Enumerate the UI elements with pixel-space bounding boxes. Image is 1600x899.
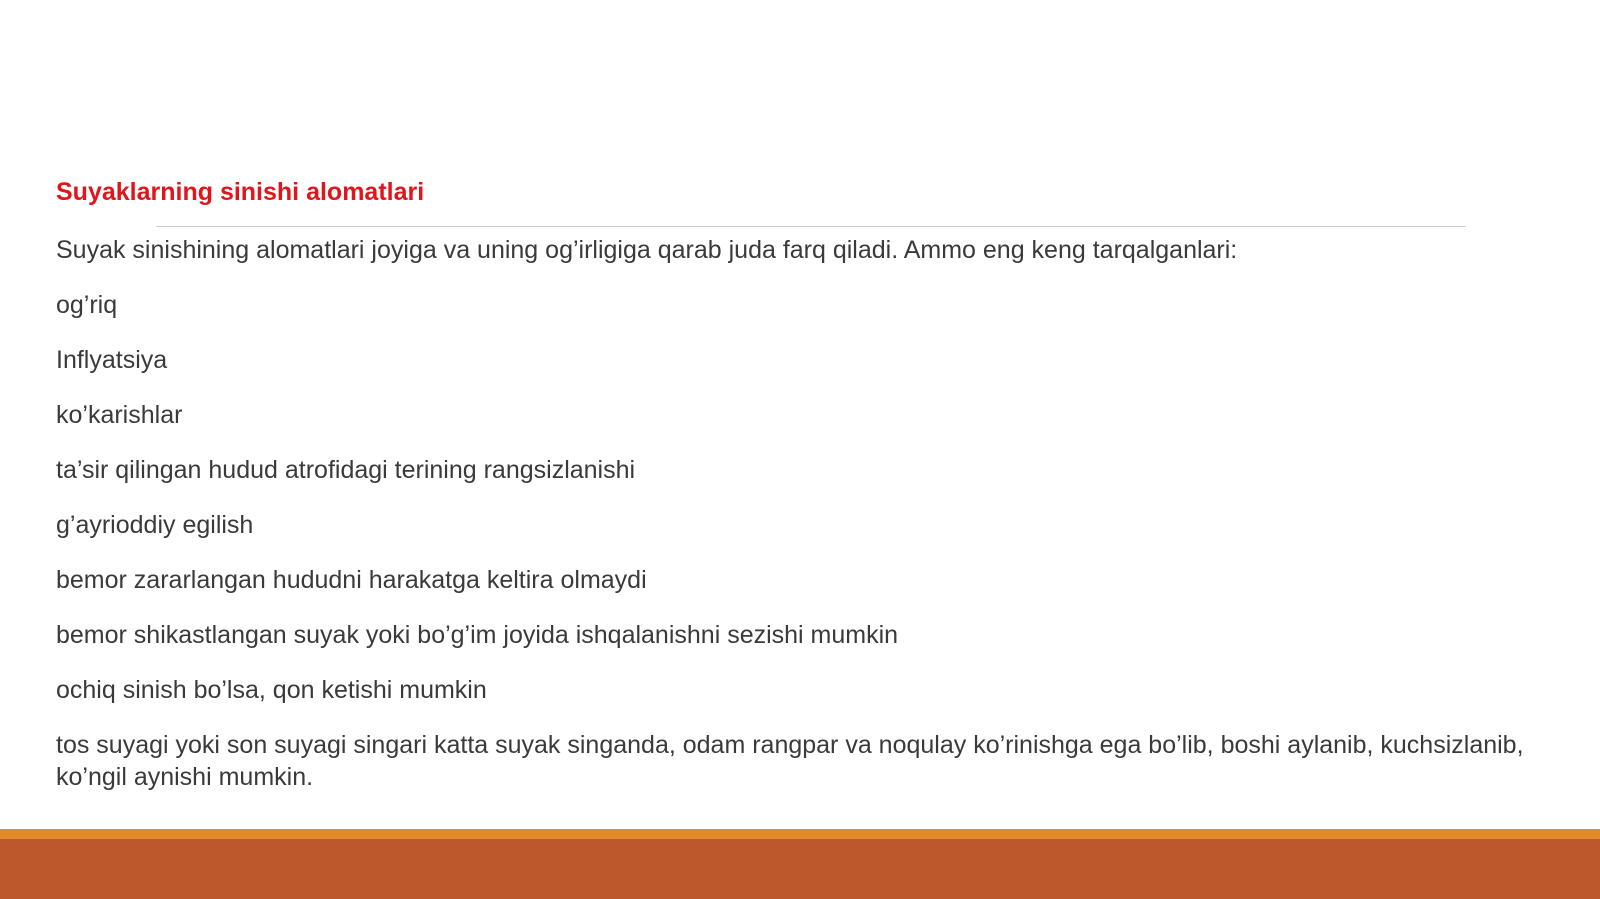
list-item: Inflyatsiya xyxy=(56,346,168,374)
slide-title: Suyaklarning sinishi alomatlari xyxy=(56,178,425,206)
list-item: og’riq xyxy=(56,291,118,319)
list-item: bemor zararlangan hududni harakatga keltira olmaydi xyxy=(56,566,647,594)
footer-band xyxy=(0,829,1600,899)
list-item: ko’karishlar xyxy=(56,401,183,429)
footer-accent-stripe xyxy=(0,829,1600,839)
list-item: g’ayrioddiy egilish xyxy=(56,511,254,539)
slide-body xyxy=(56,234,1556,816)
intro-paragraph: Suyak sinishining alomatlari joyiga va uning og’irligiga qarab juda farq qiladi. Ammo eng keng tarqalganlari: xyxy=(56,236,1238,264)
title-divider xyxy=(156,226,1466,227)
list-item: bemor shikastlangan suyak yoki bo’g’im joyida ishqalanishni sezishi mumkin xyxy=(56,621,899,649)
list-item: ta’sir qilingan hudud atrofidagi terining rangsizlanishi xyxy=(56,456,636,484)
list-item: ochiq sinish bo’lsa, qon ketishi mumkin xyxy=(56,676,487,704)
list-item: tos suyagi yoki son suyagi singari katta suyak singanda, odam rangpar va noqulay ko’rinishga ega bo’lib, boshi aylanib, kuchsizlanib, ko’ngil aynishi mumkin. xyxy=(56,731,1524,791)
